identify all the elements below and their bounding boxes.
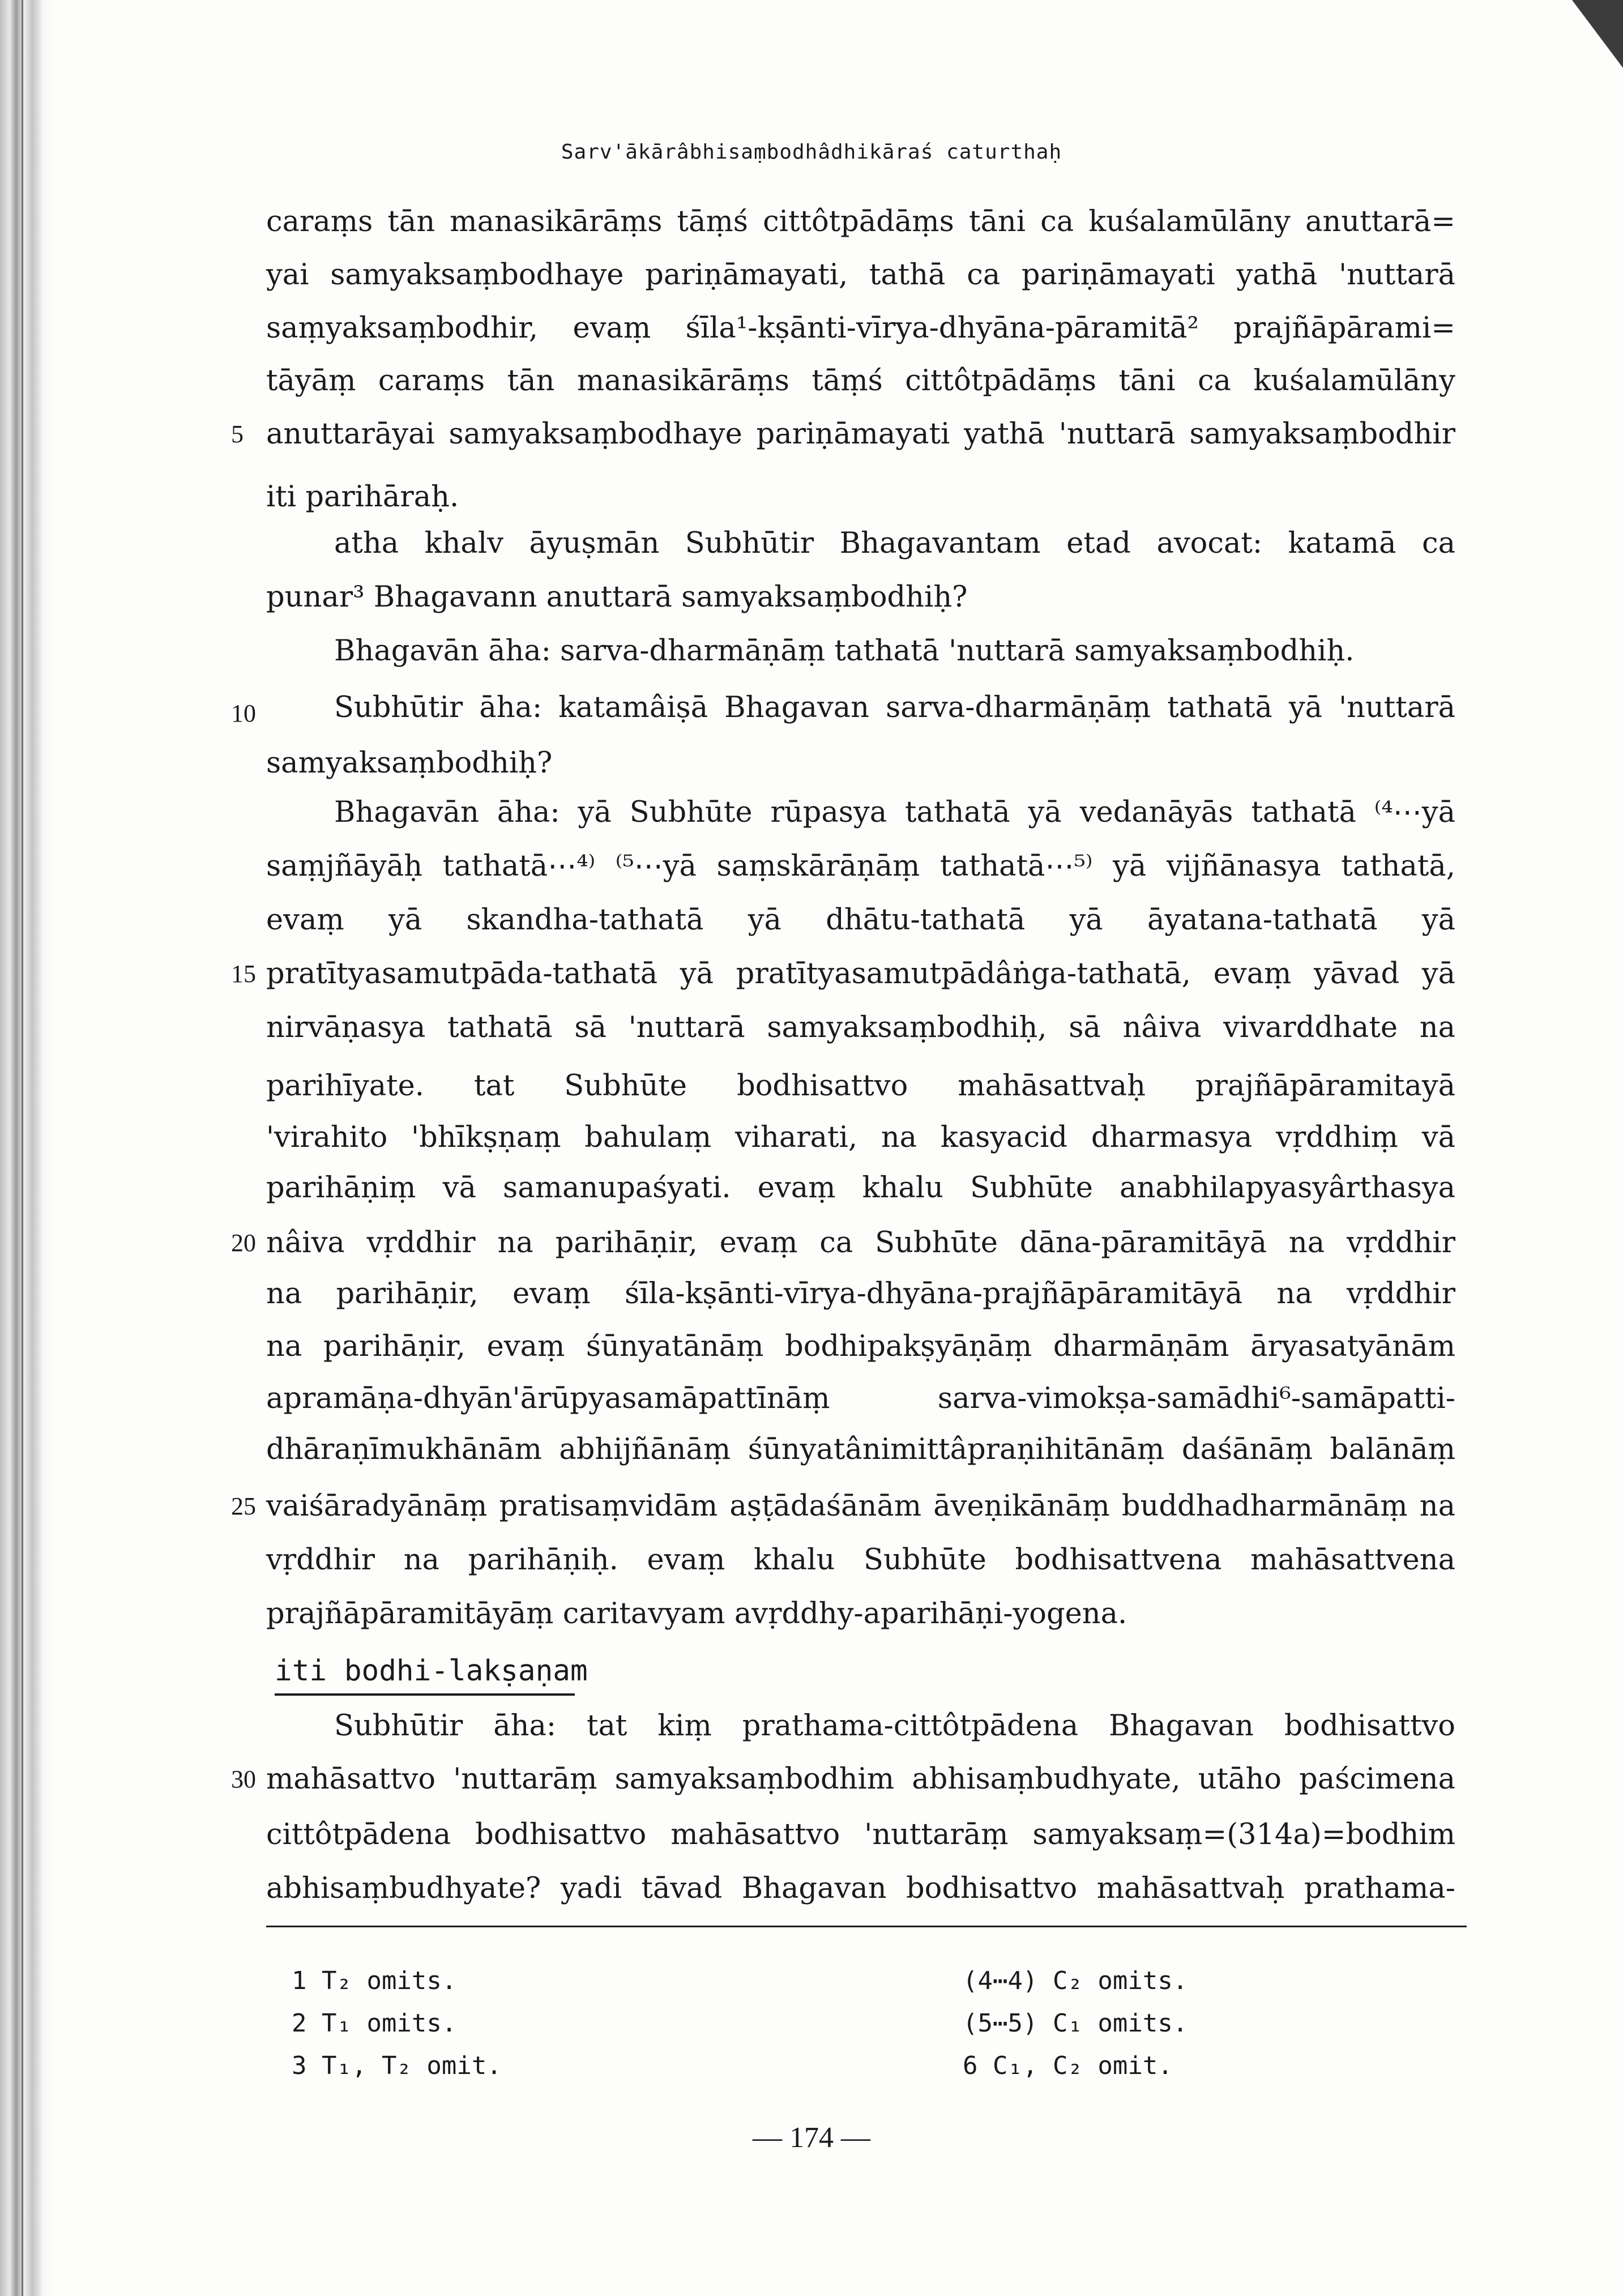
text-line: atha khalv āyuṣmān Subhūtir Bhagavantam etad avocat: katamā ca [334,527,1455,560]
text-line: abhisaṃbudhyate? yadi tāvad Bhagavan bodhisattvo mahāsattvaḥ prathama- [266,1872,1455,1905]
footnote: 2 T₁ omits. [292,2009,457,2038]
text-line: 'virahito 'bhīkṣṇaṃ bahulaṃ viharati, na kasyacid dharmasya vṛddhiṃ vā [266,1121,1455,1154]
page-number: — 174 — [753,2122,870,2154]
text-line: parihīyate. tat Subhūte bodhisattvo mahāsattvaḥ prajñāpāramitayā [266,1069,1455,1103]
text-line: cittôtpādena bodhisattvo mahāsattvo 'nuttarāṃ samyaksaṃ=(314a)=bodhim [266,1818,1455,1851]
text-line: yai samyaksaṃbodhaye pariṇāmayati, tathā ca pariṇāmayati yathā 'nuttarā [266,258,1455,292]
text-line: saṃjñāyāḥ tathatā⋯⁴⁾ ⁽⁵⋯yā saṃskārāṇāṃ tathatā⋯⁵⁾ yā vijñānasya tathatā, [266,850,1455,883]
text-line: iti parihāraḥ. [266,480,459,514]
text-line: evaṃ yā skandha-tathatā yā dhātu-tathatā yā āyatana-tathatā yā [266,903,1455,937]
text-line: anuttarāyai samyaksaṃbodhaye pariṇāmayati yathā 'nuttarā samyaksaṃbodhir [266,417,1455,451]
text-line: nâiva vṛddhir na parihāṇir, evaṃ ca Subhūte dāna-pāramitāyā na vṛddhir [266,1226,1455,1260]
scan-corner-mark [1572,0,1623,68]
text-line: Bhagavān āha: yā Subhūte rūpasya tathatā yā vedanāyās tathatā ⁽⁴⋯yā [334,796,1455,829]
text-line: mahāsattvo 'nuttarāṃ samyaksaṃbodhim abhisaṃbudhyate, utāho paścimena [266,1762,1455,1796]
text-line: dhāraṇīmukhānām abhijñānāṃ śūnyatânimittâpraṇihitānāṃ daśānāṃ balānāṃ [266,1433,1455,1466]
text-line: vṛddhir na parihāṇiḥ. evaṃ khalu Subhūte bodhisattvena mahāsattvena [266,1543,1455,1577]
footnote: (5⋯5) C₁ omits. [963,2009,1188,2038]
text-line: samyaksaṃbodhiḥ? [266,746,553,780]
text-line: na parihāṇir, evaṃ śūnyatānāṃ bodhipakṣyāṇāṃ dharmāṇām āryasatyānām [266,1330,1455,1363]
line-number: 25 [231,1492,256,1520]
footnote: 3 T₁, T₂ omit. [292,2051,502,2080]
text-line: prajñāpāramitāyāṃ caritavyam avṛddhy-aparihāṇi-yogena. [266,1597,1127,1631]
text-line: parihāṇiṃ vā samanupaśyati. evaṃ khalu Subhūte anabhilapyasyârthasya [266,1171,1455,1205]
text-line: Subhūtir āha: katamâiṣā Bhagavan sarva-dharmāṇāṃ tathatā yā 'nuttarā [334,691,1455,724]
line-number: 15 [231,960,256,988]
text-line: apramāṇa-dhyān'ārūpyasamāpattīnāṃ sarva-vimokṣa-samādhi⁶-samāpatti- [266,1382,1455,1415]
text-line: vaiśāradyānāṃ pratisaṃvidām aṣṭādaśānām āveṇikānāṃ buddhadharmānāṃ na [266,1490,1455,1523]
text-line: tāyāṃ caraṃs tān manasikārāṃs tāṃś cittôtpādāṃs tāni ca kuśalamūlāny [266,364,1455,398]
line-number: 10 [231,699,256,727]
section-heading: iti bodhi-lakṣaṇam [275,1654,588,1688]
line-number: 20 [231,1229,256,1257]
footnote-rule [266,1926,1467,1927]
line-number: 30 [231,1765,256,1793]
line-number: 5 [231,420,244,448]
text-line: Subhūtir āha: tat kiṃ prathama-cittôtpādena Bhagavan bodhisattvo [334,1709,1455,1743]
footnote: (4⋯4) C₂ omits. [963,1966,1188,1995]
running-head: Sarv'ākārâbhisaṃbodhâdhikāraś caturthaḥ [561,140,1062,164]
text-line: punar³ Bhagavann anuttarā samyaksaṃbodhiḥ? [266,581,968,614]
text-line: pratītyasamutpāda-tathatā yā pratītyasamutpādâṅga-tathatā, evaṃ yāvad yā [266,957,1455,991]
footnote: 6 C₁, C₂ omit. [963,2051,1173,2080]
text-line: Bhagavān āha: sarva-dharmāṇāṃ tathatā 'nuttarā samyaksaṃbodhiḥ. [334,634,1355,668]
section-heading-underline [275,1693,575,1696]
footnote: 1 T₂ omits. [292,1966,457,1995]
book-binding-edge [0,0,54,2296]
text-line: nirvāṇasya tathatā sā 'nuttarā samyaksaṃbodhiḥ, sā nâiva vivarddhate na [266,1011,1455,1044]
text-line: saṃyaksaṃbodhir, evaṃ śīla¹-kṣānti-vīrya-dhyāna-pāramitā² prajñāpārami= [266,311,1455,345]
text-line: caraṃs tān manasikārāṃs tāṃś cittôtpādāṃs tāni ca kuśalamūlāny anuttarā= [266,205,1455,238]
text-line: na parihāṇir, evaṃ śīla-kṣānti-vīrya-dhyāna-prajñāpāramitāyā na vṛddhir [266,1277,1455,1311]
